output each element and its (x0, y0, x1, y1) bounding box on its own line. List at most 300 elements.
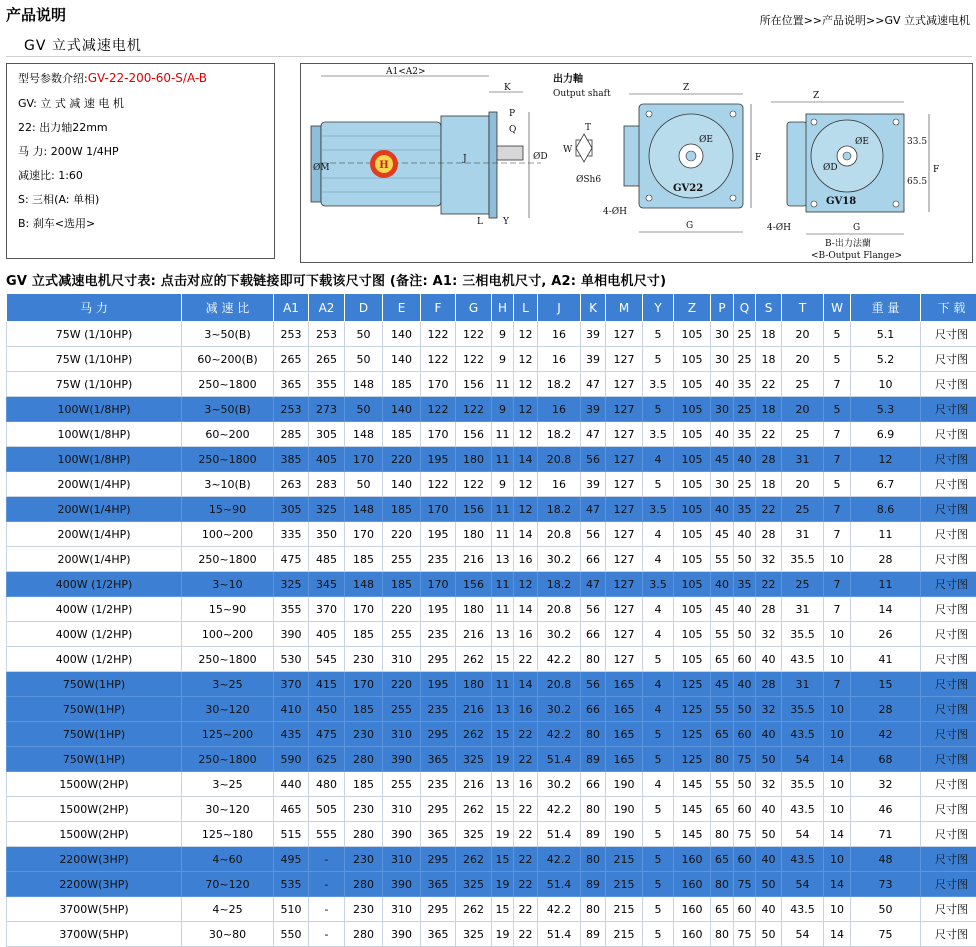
table-cell: 105 (674, 597, 711, 622)
table-cell: 28 (756, 522, 782, 547)
table-cell: 51.4 (538, 922, 581, 947)
table-cell: 750W(1HP) (7, 672, 182, 697)
table-cell: 50 (345, 322, 383, 347)
table-cell: 405 (309, 622, 345, 647)
table-cell: 122 (456, 322, 492, 347)
download-link[interactable]: 尺寸图 (921, 697, 976, 722)
table-cell: 18.2 (538, 497, 581, 522)
table-cell: 185 (383, 497, 421, 522)
table-cell: 185 (383, 422, 421, 447)
table-cell: 32 (756, 772, 782, 797)
table-cell: 89 (581, 922, 606, 947)
table-cell: 22 (514, 897, 538, 922)
table-cell: 5 (643, 922, 674, 947)
download-link[interactable]: 尺寸图 (921, 922, 976, 947)
table-cell: 216 (456, 772, 492, 797)
table-cell: 105 (674, 372, 711, 397)
table-title: GV 立式减速电机尺寸表: 点击对应的下载链接即可下载该尺寸图 (备注: A1: 三相电机尺寸, A2: 单相电机尺寸) (6, 274, 667, 289)
table-cell: 32 (756, 697, 782, 722)
table-cell: 43.5 (782, 722, 824, 747)
table-cell: 262 (456, 647, 492, 672)
table-cell: 40 (711, 372, 734, 397)
model-value: GV-22-200-60-S/A-B (87, 71, 208, 85)
table-cell: 435 (274, 722, 309, 747)
table-cell: 30.2 (538, 772, 581, 797)
table-cell: 4 (643, 447, 674, 472)
table-cell: 40 (756, 647, 782, 672)
table-cell: 283 (309, 472, 345, 497)
table-cell: 40 (734, 447, 756, 472)
table-cell: 89 (581, 747, 606, 772)
table-cell: 11 (492, 447, 514, 472)
table-cell: 14 (824, 747, 851, 772)
table-cell: 31 (782, 447, 824, 472)
download-link[interactable]: 尺寸图 (921, 347, 976, 372)
download-link[interactable]: 尺寸图 (921, 722, 976, 747)
table-cell: 185 (345, 772, 383, 797)
table-cell: 215 (606, 872, 643, 897)
table-cell: 365 (421, 872, 456, 897)
column-header: 马 力 (7, 294, 182, 322)
table-cell: 160 (674, 922, 711, 947)
table-cell: 180 (456, 672, 492, 697)
gv18-front-view (767, 91, 939, 261)
table-cell: 54 (782, 822, 824, 847)
table-cell: 220 (383, 597, 421, 622)
table-cell: 22 (514, 722, 538, 747)
table-cell: 400W (1/2HP) (7, 572, 182, 597)
download-link[interactable]: 尺寸图 (921, 647, 976, 672)
download-link[interactable]: 尺寸图 (921, 522, 976, 547)
download-link[interactable]: 尺寸图 (921, 422, 976, 447)
table-cell: 18.2 (538, 422, 581, 447)
table-cell: 47 (581, 572, 606, 597)
table-cell: 127 (606, 497, 643, 522)
param-line-type: GV: 立 式 减 速 电 机 (18, 97, 124, 110)
table-cell: 3.5 (643, 372, 674, 397)
table-cell: 190 (606, 797, 643, 822)
dim-m: ØM (313, 163, 330, 173)
table-cell: 25 (734, 472, 756, 497)
table-cell: 305 (274, 497, 309, 522)
dim-j: J (463, 154, 467, 164)
table-cell: 535 (274, 872, 309, 897)
table-cell: 5 (824, 472, 851, 497)
table-cell: 75 (734, 822, 756, 847)
table-cell: 8.6 (851, 497, 921, 522)
table-cell: 31 (782, 672, 824, 697)
table-cell: 200W(1/4HP) (7, 497, 182, 522)
table-cell: 35.5 (782, 772, 824, 797)
table-cell: 39 (581, 472, 606, 497)
table-cell: 485 (309, 547, 345, 572)
table-cell: 1500W(2HP) (7, 772, 182, 797)
download-link[interactable]: 尺寸图 (921, 472, 976, 497)
download-link[interactable]: 尺寸图 (921, 497, 976, 522)
column-header: T (782, 294, 824, 322)
table-cell: 3~10(B) (182, 472, 274, 497)
table-cell: 165 (606, 672, 643, 697)
table-cell: 51.4 (538, 822, 581, 847)
table-cell: 60 (734, 847, 756, 872)
table-cell: 180 (456, 522, 492, 547)
table-cell: 3~25 (182, 772, 274, 797)
table-cell: 14 (514, 672, 538, 697)
table-cell: 13 (492, 772, 514, 797)
table-cell: 235 (421, 697, 456, 722)
table-cell: 122 (421, 397, 456, 422)
table-cell: 10 (824, 772, 851, 797)
param-line-power: 马 力: 200W 1/4HP (18, 145, 119, 158)
table-cell: 105 (674, 497, 711, 522)
table-cell: 400W (1/2HP) (7, 597, 182, 622)
table-cell: 25 (782, 372, 824, 397)
svg-text:T: T (585, 123, 592, 133)
table-cell: 145 (674, 822, 711, 847)
table-cell: 410 (274, 697, 309, 722)
table-cell: 7 (824, 447, 851, 472)
table-cell: 148 (345, 372, 383, 397)
table-cell: 50 (734, 772, 756, 797)
table-cell: 440 (274, 772, 309, 797)
table-cell: 165 (606, 747, 643, 772)
table-cell: 42.2 (538, 647, 581, 672)
table-cell: 220 (383, 672, 421, 697)
table-row (7, 622, 976, 647)
table-cell: 185 (345, 547, 383, 572)
table-cell: 60~200 (182, 422, 274, 447)
table-cell: 5 (643, 722, 674, 747)
table-cell: 50 (734, 697, 756, 722)
download-link[interactable]: 尺寸图 (921, 672, 976, 697)
column-header: Y (643, 294, 674, 322)
table-cell: 11 (492, 522, 514, 547)
table-cell: 31 (782, 522, 824, 547)
table-cell: 750W(1HP) (7, 697, 182, 722)
param-line-brake: B: 刹车<选用> (18, 217, 96, 230)
table-cell: 25 (734, 347, 756, 372)
table-cell: 30~120 (182, 697, 274, 722)
column-header: A1 (274, 294, 309, 322)
table-cell: 190 (606, 772, 643, 797)
svg-text:H: H (379, 160, 389, 171)
param-line-shaft: 22: 出力轴22mm (18, 121, 108, 134)
table-cell: 50 (345, 397, 383, 422)
table-cell: 140 (383, 322, 421, 347)
table-cell: 510 (274, 897, 309, 922)
table-cell: 140 (383, 347, 421, 372)
table-cell: 160 (674, 847, 711, 872)
table-cell: 18 (756, 322, 782, 347)
download-link[interactable]: 尺寸图 (921, 772, 976, 797)
table-cell: 32 (851, 772, 921, 797)
table-cell: 40 (711, 422, 734, 447)
table-cell: - (309, 922, 345, 947)
table-cell: 6.9 (851, 422, 921, 447)
table-cell: 20 (782, 347, 824, 372)
table-cell: 230 (345, 722, 383, 747)
table-cell: 3~50(B) (182, 322, 274, 347)
table-cell: 20.8 (538, 447, 581, 472)
table-cell: 22 (514, 797, 538, 822)
table-cell: 255 (383, 697, 421, 722)
svg-text:Z: Z (813, 91, 820, 101)
table-cell: 7 (824, 672, 851, 697)
download-link[interactable]: 尺寸图 (921, 822, 976, 847)
download-link[interactable]: 尺寸图 (921, 597, 976, 622)
dimension-drawing-svg (301, 64, 972, 262)
table-cell: 475 (309, 722, 345, 747)
table-cell: 350 (309, 522, 345, 547)
dim-y: Y (503, 217, 509, 227)
table-cell: 5 (824, 322, 851, 347)
table-cell: 235 (421, 547, 456, 572)
column-header: F (421, 294, 456, 322)
table-cell: 22 (514, 747, 538, 772)
table-cell: 55 (711, 622, 734, 647)
table-cell: 51.4 (538, 747, 581, 772)
table-cell: 22 (514, 872, 538, 897)
download-link[interactable]: 尺寸图 (921, 747, 976, 772)
table-cell: 50 (756, 872, 782, 897)
table-cell: 28 (851, 547, 921, 572)
column-header: 下 载 (921, 294, 976, 322)
table-cell: 335 (274, 522, 309, 547)
table-cell: 127 (606, 397, 643, 422)
table-cell: 50 (756, 747, 782, 772)
download-link[interactable]: 尺寸图 (921, 897, 976, 922)
table-cell: 30~120 (182, 797, 274, 822)
table-cell: 170 (345, 522, 383, 547)
table-cell: 75 (734, 747, 756, 772)
table-cell: 125~180 (182, 822, 274, 847)
table-cell: 122 (421, 322, 456, 347)
table-cell: 40 (734, 672, 756, 697)
column-header: G (456, 294, 492, 322)
table-cell: 505 (309, 797, 345, 822)
table-cell: 10 (824, 722, 851, 747)
table-cell: 1500W(2HP) (7, 822, 182, 847)
svg-text:B-出力法蘭: B-出力法蘭 (825, 239, 871, 249)
table-cell: 216 (456, 697, 492, 722)
table-cell: 160 (674, 897, 711, 922)
table-cell: 235 (421, 622, 456, 647)
table-cell: 215 (606, 897, 643, 922)
table-cell: 42.2 (538, 797, 581, 822)
table-cell: 32 (756, 622, 782, 647)
download-link[interactable]: 尺寸图 (921, 372, 976, 397)
table-cell: 45 (711, 522, 734, 547)
table-cell: 6.7 (851, 472, 921, 497)
table-row (7, 522, 976, 547)
table-cell: 22 (756, 422, 782, 447)
table-cell: 3700W(5HP) (7, 897, 182, 922)
table-cell: 50 (345, 472, 383, 497)
table-cell: 250~1800 (182, 547, 274, 572)
table-cell: 55 (711, 547, 734, 572)
table-cell: 156 (456, 572, 492, 597)
table-cell: 5.1 (851, 322, 921, 347)
table-cell: 50 (756, 922, 782, 947)
table-cell: 325 (456, 872, 492, 897)
table-row (7, 347, 976, 372)
table-cell: 11 (492, 497, 514, 522)
table-cell: 15~90 (182, 597, 274, 622)
table-cell: 105 (674, 472, 711, 497)
download-link[interactable]: 尺寸图 (921, 547, 976, 572)
table-cell: 70~120 (182, 872, 274, 897)
download-link[interactable]: 尺寸图 (921, 322, 976, 347)
table-cell: 310 (383, 722, 421, 747)
table-cell: 30 (711, 322, 734, 347)
table-cell: 165 (606, 722, 643, 747)
svg-text:W: W (563, 145, 573, 155)
table-cell: 14 (824, 922, 851, 947)
table-cell: 75W (1/10HP) (7, 322, 182, 347)
table-cell: 122 (456, 347, 492, 372)
table-cell: 4~25 (182, 897, 274, 922)
table-cell: 10 (824, 797, 851, 822)
table-cell: 43.5 (782, 647, 824, 672)
table-cell: 530 (274, 647, 309, 672)
table-cell: 625 (309, 747, 345, 772)
table-cell: 71 (851, 822, 921, 847)
table-cell: 50 (851, 897, 921, 922)
download-link[interactable]: 尺寸图 (921, 447, 976, 472)
table-cell: 355 (274, 597, 309, 622)
table-cell: 235 (421, 772, 456, 797)
table-cell: 42 (851, 722, 921, 747)
table-cell: 35 (734, 372, 756, 397)
table-cell: 185 (345, 622, 383, 647)
table-cell: 5 (643, 847, 674, 872)
table-cell: 495 (274, 847, 309, 872)
table-cell: 18 (756, 347, 782, 372)
table-cell: 22 (514, 822, 538, 847)
table-row (7, 397, 976, 422)
table-cell: 100~200 (182, 522, 274, 547)
table-cell: 65 (711, 722, 734, 747)
table-cell: 10 (824, 897, 851, 922)
breadcrumb[interactable]: 所在位置>>产品说明>>GV 立式减速电机 (759, 14, 970, 27)
table-cell: 156 (456, 422, 492, 447)
table-cell: 4 (643, 547, 674, 572)
table-cell: 30.2 (538, 697, 581, 722)
table-cell: 105 (674, 622, 711, 647)
table-cell: 12 (514, 322, 538, 347)
table-cell: 3.5 (643, 572, 674, 597)
table-cell: 370 (274, 672, 309, 697)
table-cell: 125 (674, 697, 711, 722)
table-cell: 170 (345, 447, 383, 472)
table-cell: 200W(1/4HP) (7, 522, 182, 547)
table-cell: 165 (606, 697, 643, 722)
table-cell: 280 (345, 747, 383, 772)
table-cell: 66 (581, 622, 606, 647)
table-cell: 30~80 (182, 922, 274, 947)
model-label: 型号参数介绍: (18, 72, 88, 85)
table-cell: 127 (606, 472, 643, 497)
table-cell: 105 (674, 447, 711, 472)
download-link[interactable]: 尺寸图 (921, 397, 976, 422)
table-cell: 127 (606, 547, 643, 572)
table-cell: 545 (309, 647, 345, 672)
table-row (7, 697, 976, 722)
table-cell: 45 (711, 672, 734, 697)
column-header: 重 量 (851, 294, 921, 322)
table-cell: 42.2 (538, 847, 581, 872)
table-cell: 75W (1/10HP) (7, 372, 182, 397)
download-link[interactable]: 尺寸图 (921, 797, 976, 822)
table-cell: 195 (421, 672, 456, 697)
download-link[interactable]: 尺寸图 (921, 847, 976, 872)
table-cell: 19 (492, 747, 514, 772)
table-cell: 32 (756, 547, 782, 572)
dim-k: K (504, 83, 511, 93)
download-link[interactable]: 尺寸图 (921, 622, 976, 647)
table-cell: 15 (492, 797, 514, 822)
table-cell: 75 (734, 872, 756, 897)
table-cell: 40 (711, 572, 734, 597)
table-cell: 15 (492, 897, 514, 922)
table-cell: 230 (345, 897, 383, 922)
table-cell: 145 (674, 797, 711, 822)
table-cell: 14 (851, 597, 921, 622)
table-cell: 9 (492, 322, 514, 347)
table-cell: 263 (274, 472, 309, 497)
table-cell: 105 (674, 322, 711, 347)
divider (6, 56, 972, 57)
table-cell: 28 (756, 672, 782, 697)
table-cell: 16 (514, 697, 538, 722)
table-cell: 18 (756, 397, 782, 422)
table-cell: 46 (851, 797, 921, 822)
table-cell: 3.5 (643, 422, 674, 447)
table-cell: 250~1800 (182, 447, 274, 472)
table-cell: 56 (581, 447, 606, 472)
table-cell: 3~25 (182, 672, 274, 697)
table-cell: 127 (606, 622, 643, 647)
table-cell: 11 (492, 597, 514, 622)
svg-text:33.5: 33.5 (907, 137, 928, 147)
table-cell: 50 (345, 347, 383, 372)
table-cell: 16 (538, 322, 581, 347)
table-cell: 200W(1/4HP) (7, 472, 182, 497)
table-cell: 3~10 (182, 572, 274, 597)
table-row (7, 572, 976, 597)
table-cell: 30 (711, 397, 734, 422)
download-link[interactable]: 尺寸图 (921, 872, 976, 897)
svg-text:Z: Z (683, 83, 690, 93)
table-cell: 54 (782, 747, 824, 772)
table-cell: 390 (383, 872, 421, 897)
table-cell: 750W(1HP) (7, 722, 182, 747)
table-cell: 54 (782, 922, 824, 947)
table-cell: - (309, 847, 345, 872)
table-row (7, 847, 976, 872)
table-cell: 750W(1HP) (7, 747, 182, 772)
dimension-drawing (300, 63, 973, 263)
table-cell: 355 (309, 372, 345, 397)
table-cell: 5 (643, 472, 674, 497)
table-cell: 28 (756, 597, 782, 622)
table-cell: 14 (824, 822, 851, 847)
table-cell: 15 (492, 647, 514, 672)
table-cell: 26 (851, 622, 921, 647)
download-link[interactable]: 尺寸图 (921, 572, 976, 597)
dim-p: P (509, 109, 516, 119)
table-cell: 127 (606, 522, 643, 547)
